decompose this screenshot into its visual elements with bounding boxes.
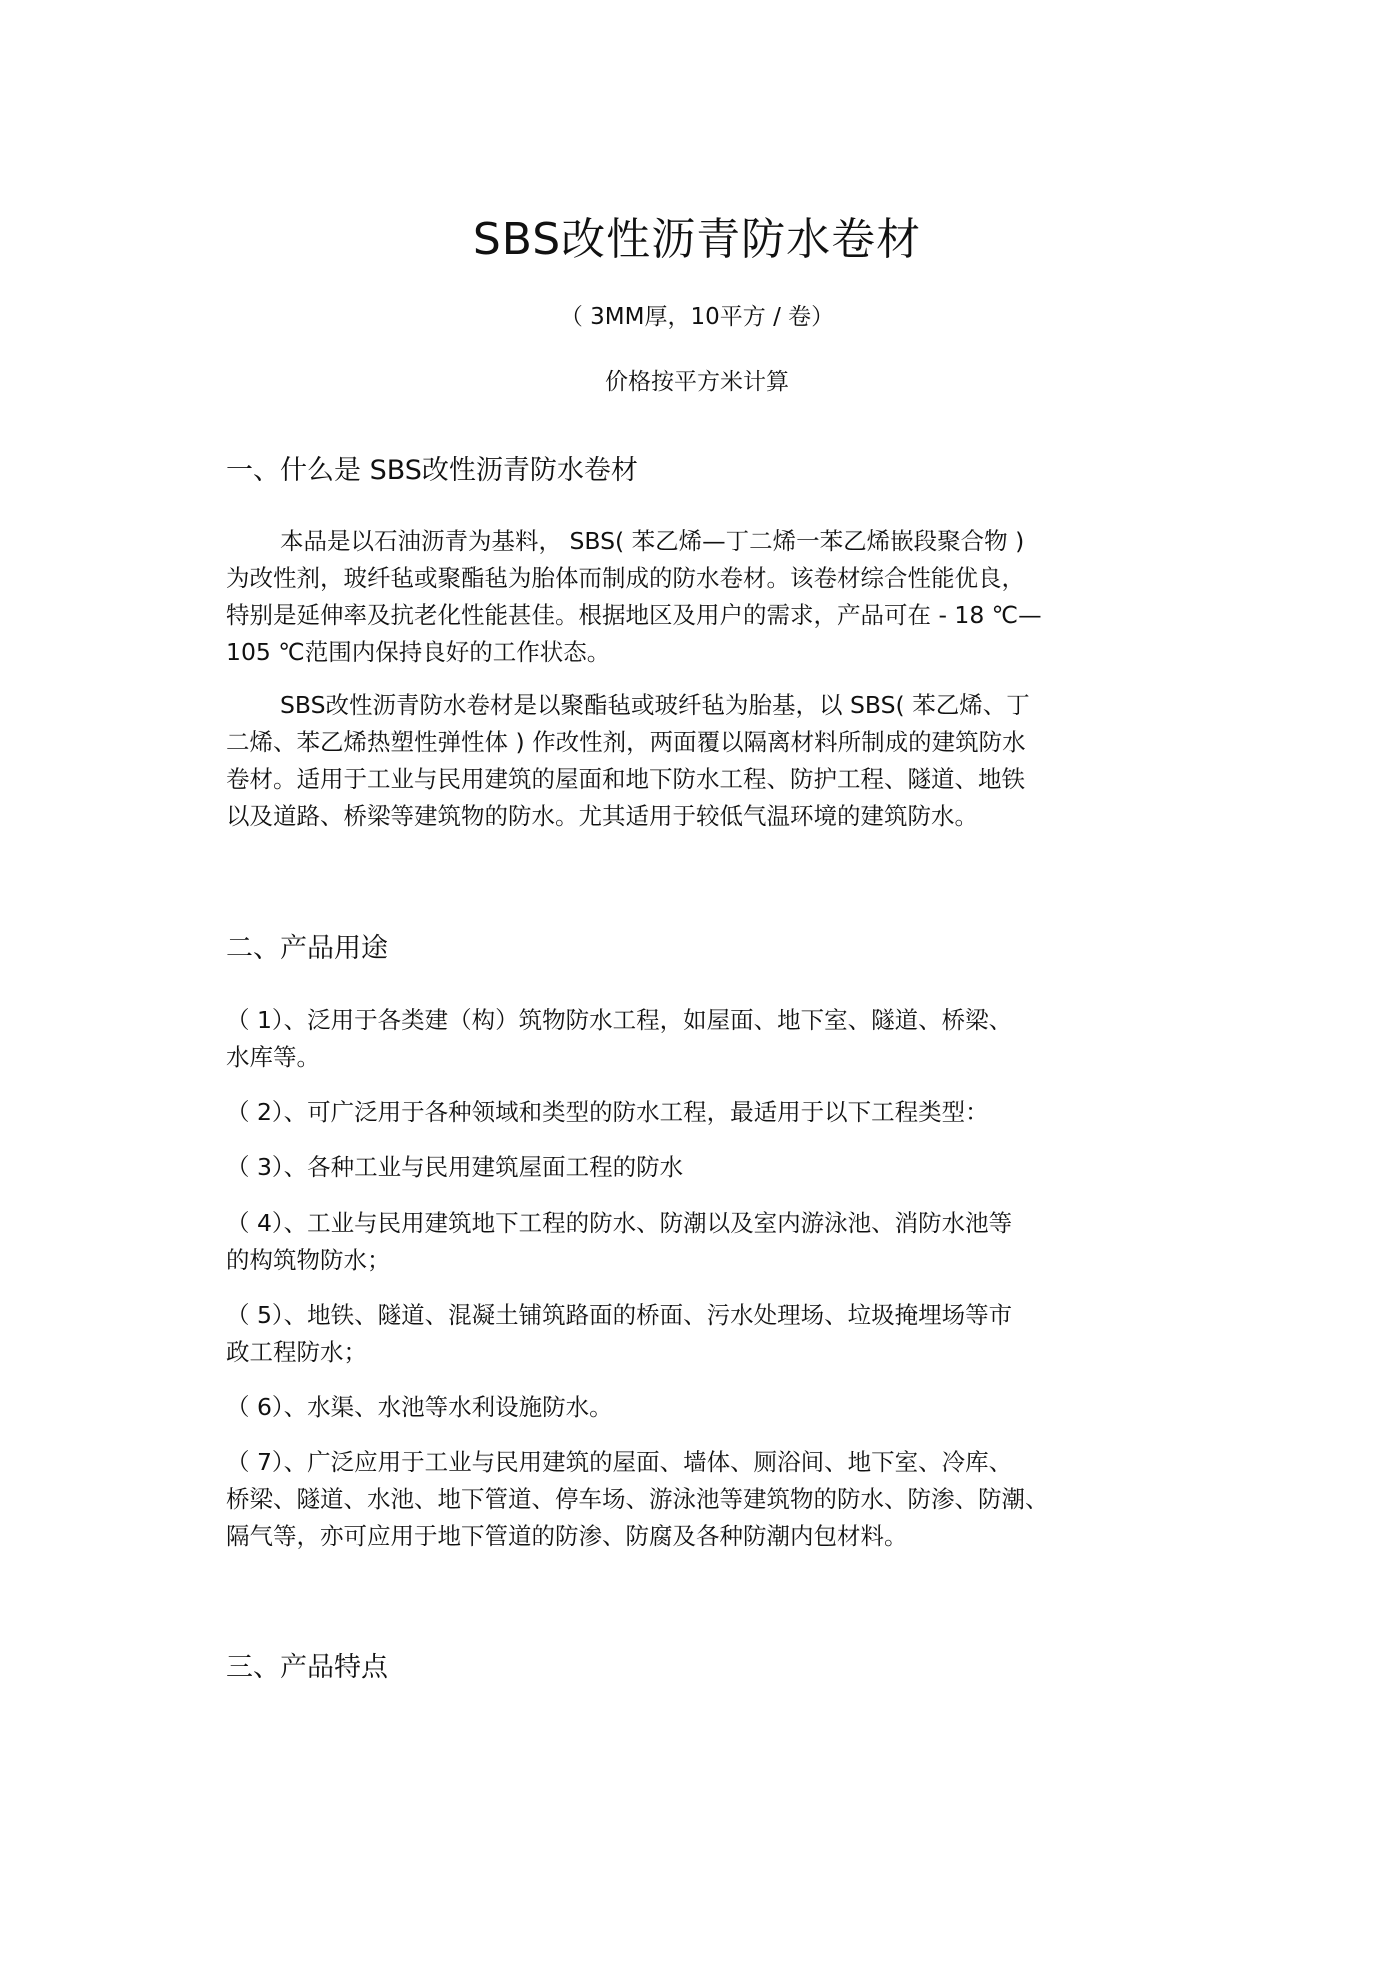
usage-item-4	[226, 1205, 1186, 1279]
usage-item-1	[226, 1002, 1186, 1076]
section-1-paragraph-2	[226, 687, 1186, 835]
list-item-line: （ 6）、水渠、水池等水利设施防水。	[226, 1393, 613, 1421]
usage-item-7	[226, 1444, 1186, 1555]
list-item-line: （ 2）、可广泛用于各种领域和类型的防水工程，最适用于以下工程类型：	[226, 1098, 989, 1126]
list-item-line: （ 7）、广泛应用于工业与民用建筑的屋面、墙体、厕浴间、地下室、冷库、	[226, 1448, 1013, 1476]
document-title: SBS改性沥青防水卷材	[472, 214, 922, 265]
usage-item-6	[226, 1389, 1186, 1426]
list-item-line: 的构筑物防水；	[226, 1246, 391, 1274]
paragraph-line: 本品是以石油沥青为基料， SBS( 苯乙烯—丁二烯一苯乙烯嵌段聚合物 )	[280, 527, 1025, 555]
list-item-line: 水库等。	[226, 1043, 320, 1071]
list-item-line: （ 1）、泛用于各类建（构）筑物防水工程，如屋面、地下室、隧道、桥梁、	[226, 1006, 1013, 1034]
list-item-line: （ 5）、地铁、隧道、混凝土铺筑路面的桥面、污水处理场、垃圾掩埋场等市	[226, 1301, 1013, 1329]
list-item-line: （ 4）、工业与民用建筑地下工程的防水、防潮以及室内游泳池、消防水池等	[226, 1209, 1013, 1237]
list-item-line: 隔气等，亦可应用于地下管道的防渗、防腐及各种防潮内包材料。	[226, 1522, 908, 1550]
section-3-heading: 三、产品特点	[226, 1652, 388, 1683]
paragraph-line: 卷材。适用于工业与民用建筑的屋面和地下防水工程、防护工程、隧道、地铁	[226, 765, 1025, 793]
usage-item-3	[226, 1149, 1186, 1186]
list-item-line: 政工程防水；	[226, 1338, 367, 1366]
paragraph-line: 105 ℃范围内保持良好的工作状态。	[226, 638, 611, 666]
price-note: 价格按平方米计算	[605, 369, 789, 395]
paragraph-line: SBS改性沥青防水卷材是以聚酯毡或玻纤毡为胎基，以 SBS( 苯乙烯、丁	[280, 691, 1030, 719]
usage-item-2	[226, 1094, 1186, 1131]
section-2-heading: 二、产品用途	[226, 933, 388, 964]
list-item-line: 桥梁、隧道、水池、地下管道、停车场、游泳池等建筑物的防水、防渗、防潮、	[226, 1485, 1049, 1513]
paragraph-line: 二烯、苯乙烯热塑性弹性体 ) 作改性剂，两面覆以隔离材料所制成的建筑防水	[226, 728, 1026, 756]
paragraph-line: 特别是延伸率及抗老化性能甚佳。根据地区及用户的需求，产品可在 - 18 ℃—	[226, 601, 1042, 629]
section-1-heading: 一、什么是 SBS改性沥青防水卷材	[226, 455, 638, 486]
list-item-line: （ 3）、各种工业与民用建筑屋面工程的防水	[226, 1153, 684, 1181]
paragraph-line: 以及道路、桥梁等建筑物的防水。尤其适用于较低气温环境的建筑防水。	[226, 802, 978, 830]
spec-subtitle: （ 3MM厚，10平方 / 卷）	[559, 304, 835, 330]
section-1-paragraph-1	[226, 523, 1186, 671]
paragraph-line: 为改性剂，玻纤毡或聚酯毡为胎体而制成的防水卷材。该卷材综合性能优良，	[226, 564, 1025, 592]
usage-item-5	[226, 1297, 1186, 1371]
